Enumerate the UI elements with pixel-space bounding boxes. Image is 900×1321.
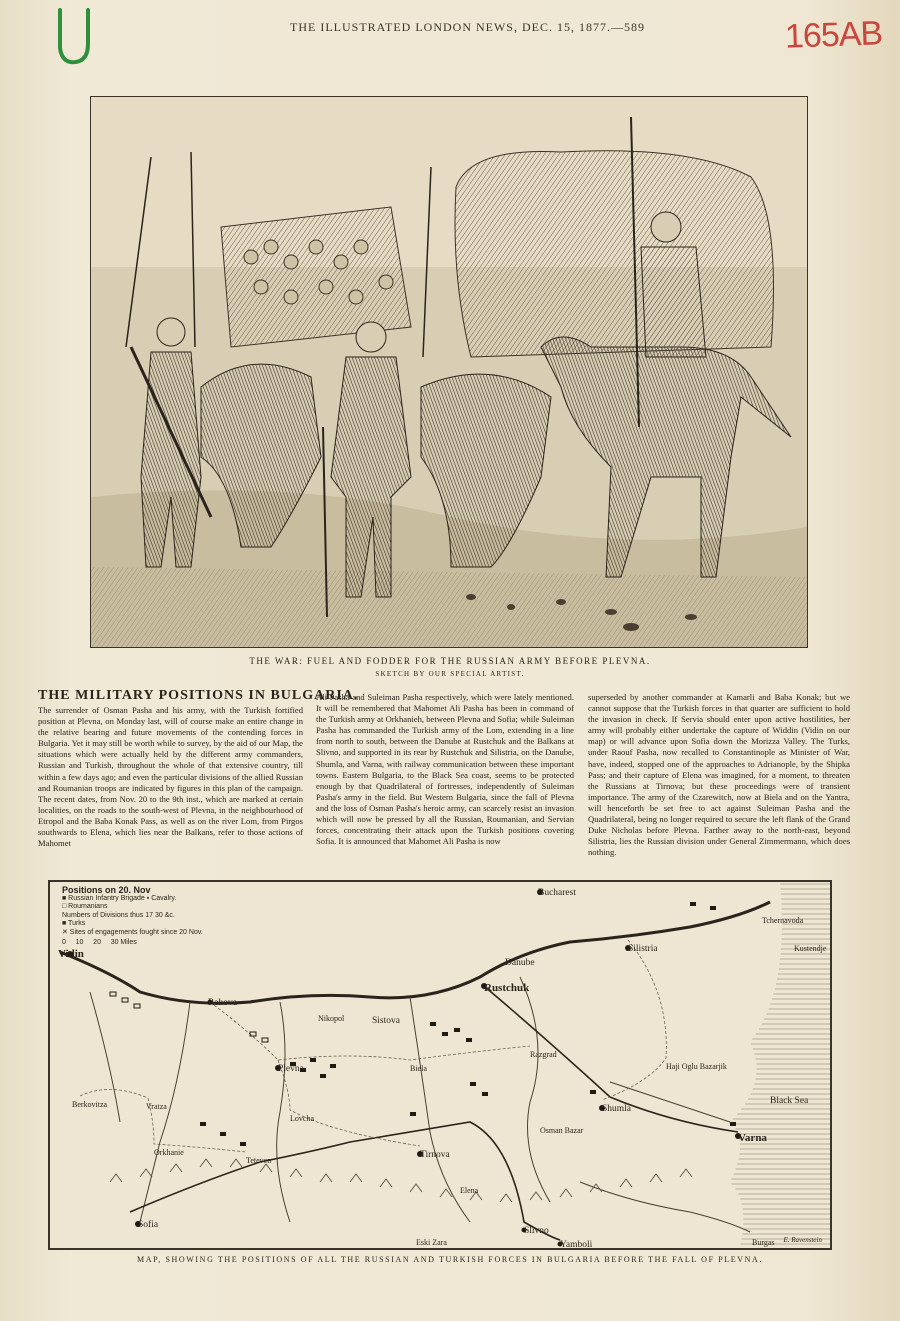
legend-line: □ Roumanians xyxy=(62,903,108,910)
map-place-label: Rustchuk xyxy=(484,982,530,994)
map-place-label: Black Sea xyxy=(770,1096,809,1106)
map-place-label: Vratza xyxy=(146,1102,167,1111)
map-place-label: Bucharest xyxy=(538,888,576,898)
map-place-label: Plevna xyxy=(278,1064,304,1074)
legend-title: Positions on 20. Nov xyxy=(62,885,151,895)
scale-tick: 30 Miles xyxy=(110,939,137,946)
article-title: THE MILITARY POSITIONS IN BULGARIA. xyxy=(38,688,359,703)
map-artist-signature: E. Ravenstein xyxy=(783,1236,822,1244)
scale-tick: 0 xyxy=(62,939,66,946)
map-place-label: Sistova xyxy=(372,1016,400,1026)
map-caption: MAP, SHOWING THE POSITIONS OF ALL THE RUSSIAN AND TURKISH FORCES IN BULGARIA BEFORE THE FALL OF PLEVNA. xyxy=(137,1255,763,1264)
map-place-label: Slivno xyxy=(524,1226,549,1236)
map-place-label: Razgrad xyxy=(530,1050,557,1059)
map-place-label: Shumla xyxy=(602,1104,632,1114)
map-place-label: Orkhanie xyxy=(154,1148,184,1157)
map-scale xyxy=(62,939,203,948)
map-place-label: Silistria xyxy=(628,944,658,954)
page-header: THE ILLUSTRATED LONDON NEWS, DEC. 15, 1877.—589 xyxy=(290,20,645,34)
handwritten-mark-icon xyxy=(48,4,108,68)
illustration-caption: THE WAR: FUEL AND FODDER FOR THE RUSSIAN ARMY BEFORE PLEVNA. xyxy=(249,656,651,666)
map-place-label: Berkovitza xyxy=(72,1100,108,1109)
map-place-label: Lovcha xyxy=(290,1114,314,1123)
map-place-label: Kustendje xyxy=(794,944,827,953)
map-place-label: Haji Oglu Bazarjik xyxy=(666,1062,727,1071)
map-place-label: Tirnova xyxy=(420,1150,450,1160)
map-place-label: Vidin xyxy=(58,948,84,960)
map-place-label: Osman Bazar xyxy=(540,1126,584,1135)
map-legend xyxy=(62,886,203,948)
illustration-credit: SKETCH BY OUR SPECIAL ARTIST. xyxy=(375,670,525,678)
map-place-label: Rahova xyxy=(208,998,238,1008)
map-place-label: Varna xyxy=(738,1132,767,1144)
legend-line: ✕ Sites of engagements fought since 20 Nov. xyxy=(62,928,203,936)
map-place-label: Danube xyxy=(505,958,535,968)
legend-line: Numbers of Divisions thus 17 30 &c. xyxy=(62,911,175,919)
scale-tick: 20 xyxy=(93,939,101,946)
map-place-label: Tchernavoda xyxy=(762,916,804,925)
engraving-illustration xyxy=(90,96,808,648)
article-column-2: Ali Pasha and Suleiman Pasha respectively, which were lately mentioned. It will be remembered that Mahomet Ali Pasha has been in command of the Turkish army at Orkhanieh, between Plevna and Sofia; while Suleiman Pasha has commanded the Turkish army of the Lom, extending in a line from north to south, between the Danube at Rustchuk and the Balkans at Slivno, and supported in its rear by Rustchuk and Silistria, on the Danube, Shumla, and Varna, with railway communication between these important towns. Eastern Bulgaria, to the Black Sea coast, seems to be protected enough by that Quadrilateral of fortresses, independently of Suleiman Pasha's army in the field. But Western Bulgaria, since the fall of Plevna and the loss of Osman Pasha's heroic army, can scarcely resist an invasion which will now be pressed by all the Russian, Roumanian, and Servian forces, concentrating their attack upon the Turkish positions covering Sofia. It is announced that Mahomet Ali Pasha is now xyxy=(316,692,574,847)
catalog-number: 165AB xyxy=(784,14,883,56)
article-column-1: The surrender of Osman Pasha and his army, with the Turkish fortified position at Plevna, on Monday last, will of course make an entire change in the relative bearing and future movements of the contending forces in Bulgaria. Yet it may still be worth while to survey, by the aid of our Map, the situations which were actually held by the different army commanders, Russian and Turkish, throughout the whole of that extensive country, till within a few days ago; and even the particular divisions of the allied Russian and Roumanian troops are indicated by figures in this plan of the campaign. The recent dates, from Nov. 20 to the 9th inst., which are marked at certain localities, on the roads to the south-west of Plevna, in the neighbourhood of Etropol and the Baba Konak Pass, as well as on the river Lom, from Pirgos southwards to Elena, which lies near the Balkans, refer to those actions of Mahomet xyxy=(38,705,303,849)
map-place-label: Eski Zara xyxy=(416,1238,447,1247)
map-place-label: Biela xyxy=(410,1064,427,1073)
map-place-label: Sofia xyxy=(138,1220,159,1230)
map-place-label: Burgas xyxy=(752,1238,775,1247)
map-place-label: Yamboli xyxy=(560,1240,593,1250)
legend-line: ■ Turks xyxy=(62,920,86,927)
map-place-label: Elena xyxy=(460,1186,479,1195)
article-column-3: superseded by another commander at Kamarli and Baba Konak; but we cannot suppose that the Turkish forces in that quarter are sufficient to hold the invasion in check. If Servia should enter upon active hostilities, her army will probably either undertake the capture of Widdin (Vidin on our map) or will advance upon Sofia down the Morizza Valley. The Turks, under Raouf Pasha, now recalled to Constantinople as Minister of War, have, indeed, stopped one of the approaches to Adrianople, by the Shipka Pass; and their capture of Elena was imagined, for a moment, to threaten the Russians at Tirnova; but these proceedings were of transient importance. The army of the Czarewitch, now at Biela and on the Yantra, will henceforth be set free to act against Suleiman Pasha and the Quadrilateral, being no longer required to secure the left flank of the Grand Duke Nicholas before Plevna. Farther away to the north-east, beyond Silistria, lies the Russian division under General Zimmermann, which does nothing. xyxy=(588,692,850,858)
bulgaria-map xyxy=(48,880,832,1250)
scale-tick: 10 xyxy=(75,939,84,946)
map-place-label: Teteven xyxy=(246,1156,272,1165)
map-place-label: Nikopol xyxy=(318,1014,345,1023)
legend-line: ■ Russian Infantry Brigade ▪ Cavalry. xyxy=(62,894,177,902)
